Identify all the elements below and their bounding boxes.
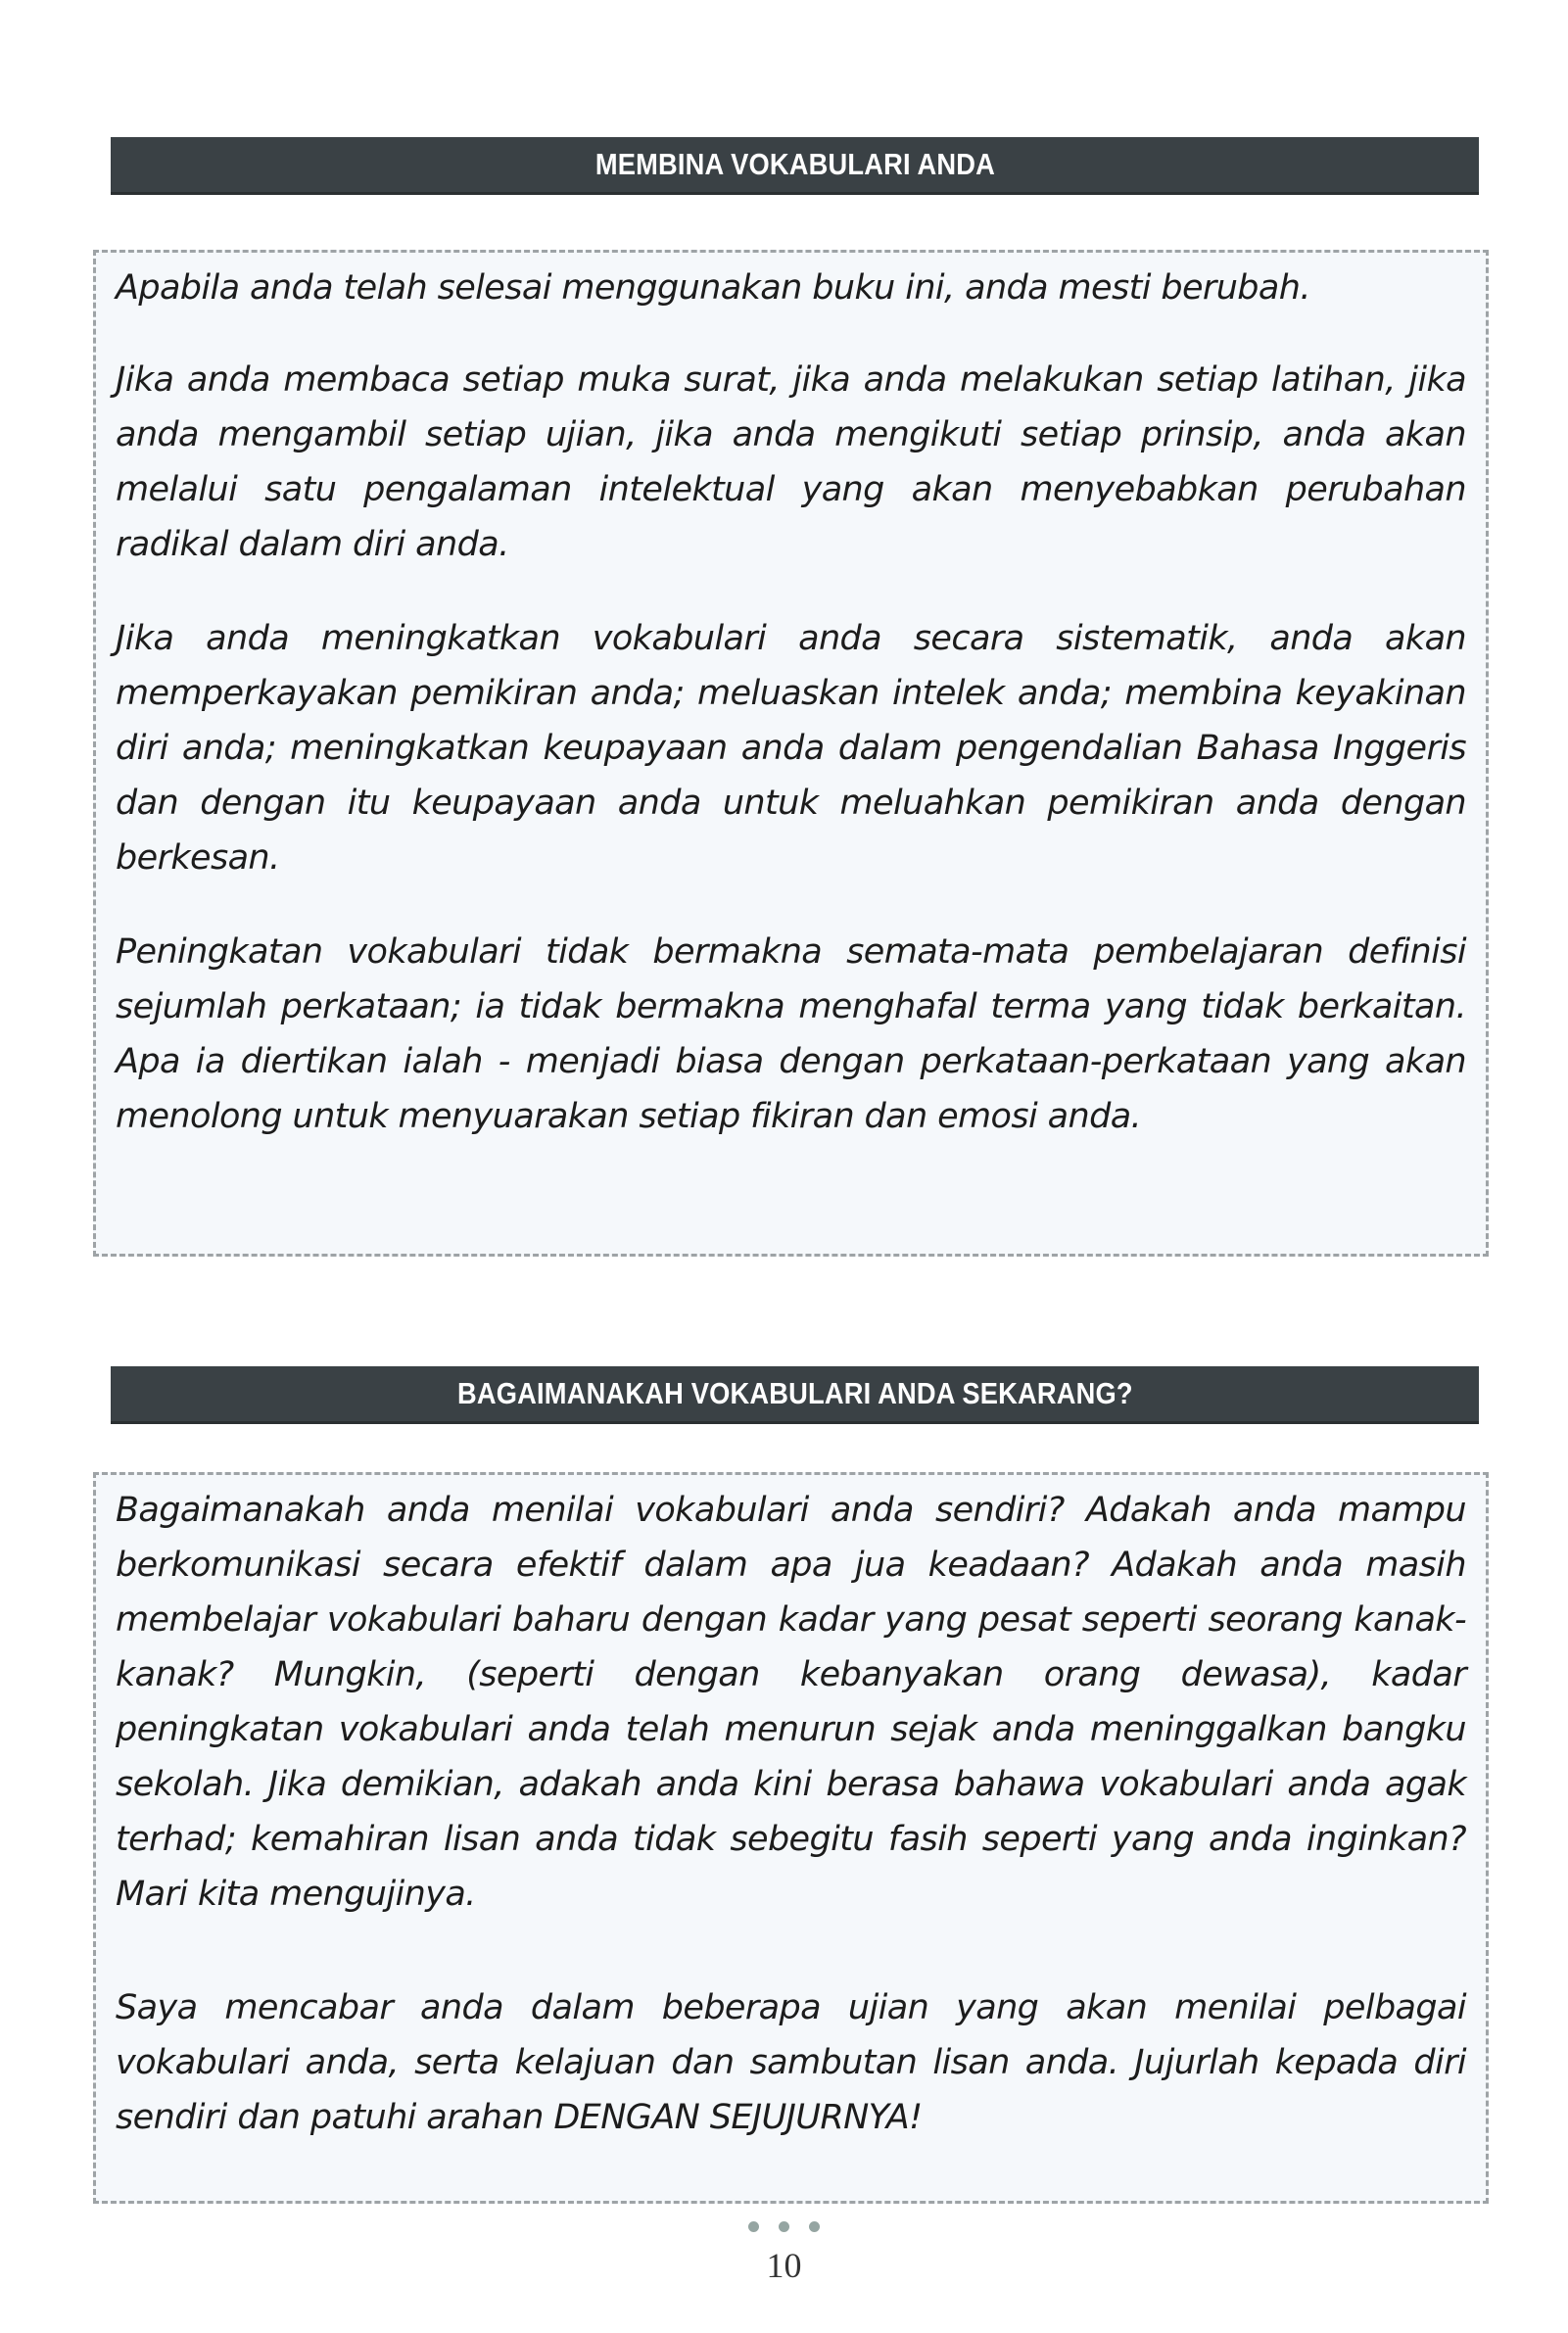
- section-heading-text: BAGAIMANAKAH VOKABULARI ANDA SEKARANG?: [456, 1376, 1133, 1410]
- paragraph-question-rest: berkomunikasi secara efektif dalam apa jua keadaan? Adakah anda masih membelajar vokabulari baharu dengan kadar yang pesat seperti seorang kanak-kanak? Mungkin, (seperti dengan kebanyakan orang dewasa), kadar peningkatan vokabulari anda telah menurun sejak anda meninggalkan bangku sekolah. Jika demikian, adakah anda kini berasa bahawa vokabulari anda agak terhad; kemahiran lisan anda tidak sebegitu fasih seperti yang anda inginkan? Mari kita mengujinya.: [116, 1546, 1466, 1914]
- paragraph-question-line1: Bagaimanakah anda menilai vokabulari anda sendiri? Adakah anda mampu: [116, 1491, 1466, 1530]
- page-ornament: [0, 2221, 1568, 2232]
- section-heading-bagaimanakah: [111, 1366, 1479, 1424]
- paragraph-intro: Apabila anda telah selesai menggunakan buku ini, anda mesti berubah.: [116, 268, 1310, 308]
- paragraph-3: Peningkatan vokabulari tidak bermakna semata-mata pembelajaran definisi sejumlah perkataan; ia tidak bermakna menghafal terma yang tidak berkaitan. Apa ia diertikan ialah - menjadi biasa dengan perkataan-perkataan yang akan menolong untuk menyuarakan setiap fikiran dan emosi anda.: [116, 932, 1466, 1136]
- paragraph-2: Jika anda meningkatkan vokabulari anda secara sistematik, anda akan memperkayakan pemikiran anda; meluaskan intelek anda; membina keyakinan diri anda; meningkatkan keupayaan anda dalam pengendalian Bahasa Inggeris dan dengan itu keupayaan anda untuk meluahkan pemikiran anda dengan berkesan.: [116, 619, 1466, 878]
- ornament-dot-icon: [779, 2221, 789, 2232]
- ornament-dot-icon: [809, 2221, 820, 2232]
- ornament-dot-icon: [748, 2221, 759, 2232]
- section-heading-membina: [111, 137, 1479, 195]
- page-number: 10: [766, 2246, 802, 2285]
- paragraph-1: Jika anda membaca setiap muka surat, jika anda melakukan setiap latihan, jika anda mengambil setiap ujian, jika anda mengikuti setiap prinsip, anda akan melalui satu pengalaman intelektual yang akan menyebabkan perubahan radikal dalam diri anda.: [116, 360, 1466, 564]
- section-heading-text: MEMBINA VOKABULARI ANDA: [594, 147, 995, 181]
- content-box-membina: [93, 250, 1489, 1257]
- paragraph-challenge: Saya mencabar anda dalam beberapa ujian yang akan menilai pelbagai vokabulari anda, serta kelajuan dan sambutan lisan anda. Jujurlah kepada diri sendiri dan patuhi arahan DENGAN SEJUJURNYA!: [116, 1988, 1466, 2137]
- content-box-bagaimanakah: [93, 1472, 1489, 2204]
